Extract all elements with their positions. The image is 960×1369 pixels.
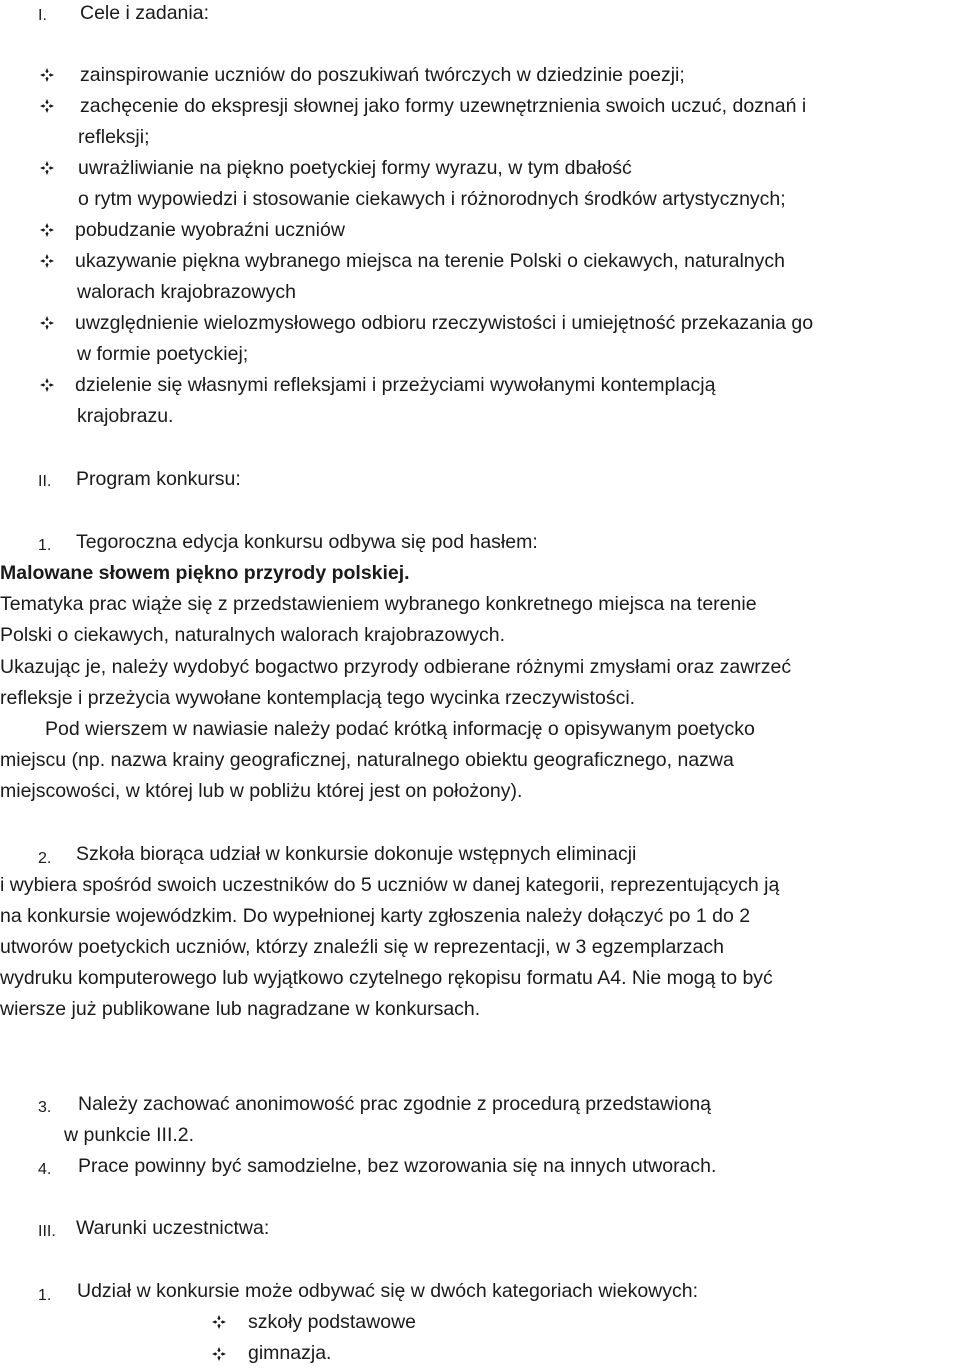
goal-item-6-line-1: uwzględnienie wielozmysłowego odbioru rzeczywistości i umiejętność przekazania go xyxy=(75,312,814,334)
section-3-number: III. xyxy=(38,1223,56,1240)
point-1-line-5: Pod wierszem w nawiasie należy podać krótką informację o opisywanym poetycko xyxy=(45,718,755,740)
diamond-bullet-icon xyxy=(40,378,54,392)
diamond-bullet-icon xyxy=(40,99,54,113)
point-4-text: Prace powinny być samodzielne, bez wzorowania się na innych utworach. xyxy=(78,1155,717,1177)
diamond-bullet-icon xyxy=(40,316,54,330)
goal-item-7-line-1: dzielenie się własnymi refleksjami i przeżyciami wywołanymi kontemplacją xyxy=(75,374,716,396)
goal-item-6-line-2: w formie poetyckiej; xyxy=(77,343,249,365)
point-1-intro: Tegoroczna edycja konkursu odbywa się pod hasłem: xyxy=(76,531,538,553)
section-3-point-1-number: 1. xyxy=(38,1287,52,1304)
diamond-bullet-icon xyxy=(40,161,54,175)
goal-item-7-line-2: krajobrazu. xyxy=(77,405,174,427)
point-2-line-3: na konkursie wojewódzkim. Do wypełnionej karty zgłoszenia należy dołączyć po 1 do 2 xyxy=(0,905,751,927)
category-primary-schools: szkoły podstawowe xyxy=(248,1311,416,1333)
point-2-line-1: Szkoła biorąca udział w konkursie dokonuje wstępnych eliminacji xyxy=(76,843,637,865)
section-1-number: I. xyxy=(38,7,47,24)
point-3-line-1: Należy zachować anonimowość prac zgodnie z procedurą przedstawioną xyxy=(78,1093,712,1115)
section-3-title: Warunki uczestnictwa: xyxy=(76,1217,270,1239)
goal-item-2-line-1: zachęcenie do ekspresji słownej jako formy uzewnętrznienia swoich uczuć, doznań i xyxy=(80,95,807,117)
point-2-line-2: i wybiera spośród swoich uczestników do 5 uczniów w danej kategorii, reprezentujących ją xyxy=(0,874,780,896)
section-2-number: II. xyxy=(38,473,52,490)
point-1-number: 1. xyxy=(38,537,52,554)
goal-item-5-line-1: ukazywanie piękna wybranego miejsca na terenie Polski o ciekawych, naturalnych xyxy=(75,250,785,272)
point-1-line-6: miejscu (np. nazwa krainy geograficznej, naturalnego obiektu geograficznego, nazwa xyxy=(0,749,734,771)
point-3-number: 3. xyxy=(38,1099,52,1116)
section-3-point-1-text: Udział w konkursie może odbywać się w dwóch kategoriach wiekowych: xyxy=(77,1280,699,1302)
point-1-line-3: Ukazując je, należy wydobyć bogactwo przyrody odbierane różnymi zmysłami oraz zawrzeć xyxy=(0,656,792,678)
diamond-bullet-icon xyxy=(212,1315,226,1329)
diamond-bullet-icon xyxy=(40,223,54,237)
point-2-number: 2. xyxy=(38,850,52,867)
point-1-line-7: miejscowości, w której lub w pobliżu której jest on położony). xyxy=(0,780,523,802)
goal-item-2-line-2: refleksji; xyxy=(78,126,150,148)
point-3-line-2: w punkcie III.2. xyxy=(64,1124,195,1146)
goal-item-3-line-2: o rytm wypowiedzi i stosowanie ciekawych i różnorodnych środków artystycznych; xyxy=(78,188,786,210)
goal-item-5-line-2: walorach krajobrazowych xyxy=(77,281,296,303)
section-2-title: Program konkursu: xyxy=(76,468,241,490)
section-1-title: Cele i zadania: xyxy=(80,2,209,24)
point-1-line-4: refleksje i przeżycia wywołane kontemplacją tego wycinka rzeczywistości. xyxy=(0,687,636,709)
diamond-bullet-icon xyxy=(40,68,54,82)
competition-motto: Malowane słowem piękno przyrody polskiej. xyxy=(0,562,410,584)
category-middle-schools: gimnazja. xyxy=(248,1342,332,1364)
point-1-line-1: Tematyka prac wiąże się z przedstawieniem wybranego konkretnego miejsca na terenie xyxy=(0,593,757,615)
point-1-line-2: Polski o ciekawych, naturalnych walorach krajobrazowych. xyxy=(0,624,506,646)
point-4-number: 4. xyxy=(38,1161,52,1178)
point-2-line-4: utworów poetyckich uczniów, którzy znaleźli się w reprezentacji, w 3 egzemplarzach xyxy=(0,936,724,958)
point-2-line-6: wiersze już publikowane lub nagradzane w konkursach. xyxy=(0,998,481,1020)
diamond-bullet-icon xyxy=(212,1347,226,1361)
diamond-bullet-icon xyxy=(40,254,54,268)
goal-item-3-line-1: uwrażliwianie na piękno poetyckiej formy wyrazu, w tym dbałość xyxy=(78,157,632,179)
point-2-line-5: wydruku komputerowego lub wyjątkowo czytelnego rękopisu formatu A4. Nie mogą to być xyxy=(0,967,773,989)
goal-item-1: zainspirowanie uczniów do poszukiwań twórczych w dziedzinie poezji; xyxy=(80,64,685,86)
goal-item-4: pobudzanie wyobraźni uczniów xyxy=(75,219,345,241)
